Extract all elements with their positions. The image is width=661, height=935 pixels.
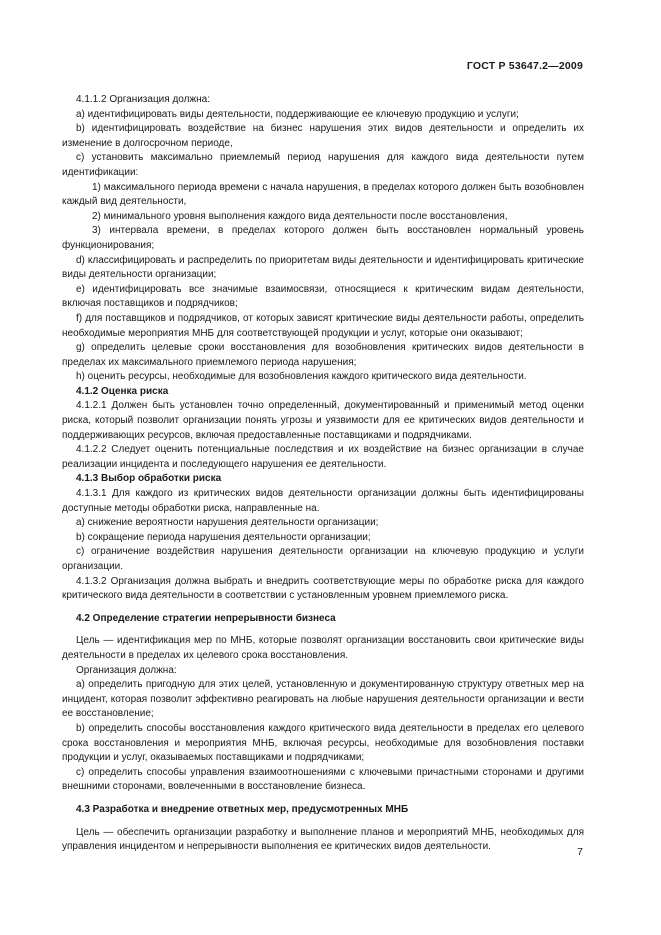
subsection-heading: 4.1.2 Оценка риска <box>76 385 169 397</box>
list-item: c) установить максимально приемлемый период нарушения для каждого вида деятельности путем идентификации: <box>62 152 584 178</box>
list-item: a) снижение вероятности нарушения деятельности организации; <box>76 517 379 529</box>
document-body <box>62 93 584 855</box>
paragraph: Организация должна: <box>76 664 177 676</box>
list-item: g) определить целевые сроки восстановления для возобновления критических видов деятельности в пределах их максимального приемлемого периода нарушения; <box>62 342 584 368</box>
paragraph: Цель — идентификация мер по МНБ, которые позволят организации восстановить свои критические виды деятельности в пределах их целевого срока восстановления. <box>62 635 584 661</box>
list-item: b) сокращение периода нарушения деятельности организации; <box>76 531 371 543</box>
list-item: c) ограничение воздействия нарушения деятельности организации на ключевую продукцию и услуги организации. <box>62 546 584 572</box>
sub-list-item: 2) минимального уровня выполнения каждого вида деятельности после восстановления, <box>92 210 508 222</box>
section-heading: 4.2 Определение стратегии непрерывности бизнеса <box>76 612 336 624</box>
list-item: a) определить пригодную для этих целей, установленную и документированную структуру ответных мер на инцидент, которая позволит эффективно реагировать на любые нарушения деятельности организации и вести ее восстановление; <box>62 679 584 720</box>
sub-list-item: 1) максимального периода времени с начала нарушения, в пределах которого должен быть возобновлен каждый вид деятельности, <box>62 181 584 208</box>
list-item: d) классифицировать и распределить по приоритетам виды деятельности и идентифицировать критические виды деятельности организации; <box>62 254 584 281</box>
list-item: h) оценить ресурсы, необходимые для возобновления каждого критического вида деятельности. <box>76 371 527 383</box>
page-number: 7 <box>577 846 583 858</box>
paragraph: 4.1.2.1 Должен быть установлен точно определенный, документированный и применимый метод оценки риска, который позволит организации понять угрозы и уязвимости для ее критических видов деятельности и поддерживающих ресурсов, включая предоставленные поставщиками и подрядчиками. <box>62 400 584 441</box>
paragraph: 4.1.1.2 Организация должна: <box>76 94 211 105</box>
subsection-heading: 4.1.3 Выбор обработки риска <box>76 473 222 485</box>
document-header: ГОСТ Р 53647.2—2009 <box>466 60 583 72</box>
list-item: b) идентифицировать воздействие на бизнес нарушения этих видов деятельности и определить их изменение в долгосрочном периоде, <box>62 123 584 149</box>
list-item: f) для поставщиков и подрядчиков, от которых зависят критические виды деятельности работы, определить необходимые мероприятия МНБ для соответствующей продукции и услуг, которые они оказывают; <box>62 312 584 339</box>
paragraph: Цель — обеспечить организации разработку и выполнение планов и мероприятий МНБ, необходимых для управления инцидентом и непрерывности выполнения ее критических видов деятельности. <box>62 826 584 853</box>
section-heading: 4.3 Разработка и внедрение ответных мер, предусмотренных МНБ <box>76 803 409 815</box>
list-item: c) определить способы управления взаимоотношениями с ключевыми причастными сторонами и другими внешними сторонами, вовлеченными в восстановление бизнеса. <box>62 766 584 793</box>
list-item: b) определить способы восстановления каждого критического вида деятельности в пределах его целевого срока восстановления и мероприятия МНБ, включая ресурсы, необходимые для возобновления поставки продукции и услуг, оказываемых поставщиками и подрядчиками; <box>62 722 584 764</box>
list-item: e) идентифицировать все значимые взаимосвязи, относящиеся к критическим видам деятельности, включая поставщиков и подрядчиков; <box>62 283 584 310</box>
paragraph: 4.1.3.1 Для каждого из критических видов деятельности организации должны быть идентифицированы доступные методы обработки риска, направленные на. <box>62 488 584 514</box>
paragraph: 4.1.3.2 Организация должна выбрать и внедрить соответствующие меры по обработке риска для каждого критического вида деятельности в соответствии с установленным уровнем приемлемого риска. <box>62 575 584 602</box>
paragraph: 4.1.2.2 Следует оценить потенциальные последствия и их воздействие на бизнес организации в случае реализации инцидента и последующего нарушения ее деятельности. <box>62 444 584 470</box>
sub-list-item: 3) интервала времени, в пределах которого должен быть восстановлен нормальный уровень функционирования; <box>62 225 584 251</box>
list-item: a) идентифицировать виды деятельности, поддерживающие ее ключевую продукцию и услуги; <box>76 108 519 120</box>
